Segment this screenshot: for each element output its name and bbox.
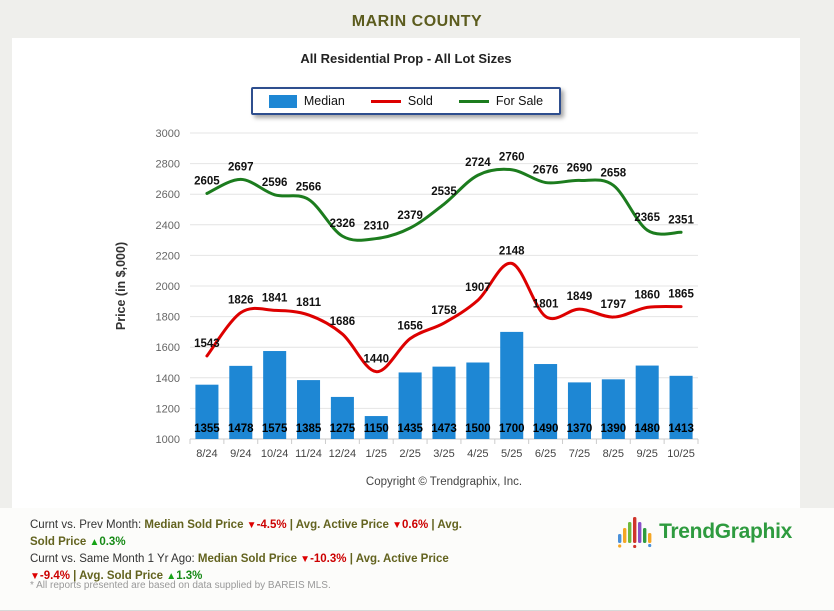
- bar-value-label: 1370: [566, 423, 593, 435]
- bar-value-label: 1390: [600, 423, 627, 435]
- line-value-label: 2697: [228, 161, 254, 174]
- stats-metric-label: Avg. Sold Price: [79, 570, 167, 582]
- line-value-label: 2724: [465, 157, 491, 170]
- x-tick-label: 10/24: [260, 448, 289, 460]
- down-arrow-icon: ▼: [300, 554, 311, 565]
- line-value-label: 2351: [668, 214, 694, 227]
- stats-metric-label: |: [69, 570, 80, 582]
- x-tick-label: 9/25: [636, 448, 658, 460]
- y-tick-label: 3000: [155, 128, 180, 140]
- down-arrow-icon: ▼: [392, 520, 403, 531]
- stats-metric-label: Median Sold Price: [144, 519, 247, 531]
- trendgraphix-logo-icon: [616, 516, 654, 548]
- bar-value-label: 1150: [363, 423, 389, 435]
- line-value-label: 1801: [532, 298, 559, 311]
- line-value-label: 2676: [532, 164, 559, 177]
- y-tick-label: 1400: [155, 372, 180, 385]
- x-tick-label: 10/25: [667, 448, 695, 460]
- bar-value-label: 1490: [532, 423, 559, 435]
- x-tick-label: 7/25: [568, 448, 591, 460]
- stats-up-value: ▲0.3%: [89, 536, 126, 548]
- stats-down-value: ▼-9.4%: [30, 570, 70, 582]
- stats-metric-label: |: [286, 519, 296, 531]
- line-value-label: 1841: [261, 292, 288, 305]
- line-value-label: 2326: [329, 218, 356, 231]
- x-tick-label: 4/25: [467, 448, 489, 460]
- line-value-label: 1849: [566, 291, 593, 304]
- line-value-label: 1865: [668, 288, 694, 301]
- line-value-label: 1686: [329, 316, 356, 329]
- y-tick-label: 1200: [155, 403, 180, 416]
- y-tick-label: 1800: [155, 311, 180, 324]
- legend-bar-swatch: [269, 95, 297, 108]
- line-value-label: 1826: [228, 294, 254, 307]
- x-tick-label: 11/24: [295, 448, 322, 460]
- trendgraphix-logo: [616, 516, 792, 548]
- legend-label: For Sale: [495, 94, 544, 108]
- logo-bar: [618, 534, 621, 543]
- line-value-label: 2566: [295, 181, 322, 194]
- logo-bar: [643, 528, 646, 543]
- logo-dot: [633, 545, 636, 548]
- logo-bar: [623, 528, 626, 543]
- bar-value-label: 1700: [498, 423, 525, 435]
- up-arrow-icon: ▲: [89, 537, 100, 548]
- bar-value-label: 1385: [295, 423, 322, 435]
- legend-item-sold: [371, 94, 433, 108]
- bar-value-label: 1435: [397, 423, 423, 435]
- stats-metric-label: Avg. Sold Price: [30, 519, 462, 548]
- x-tick-label: 3/25: [433, 448, 455, 460]
- legend-line-swatch: [459, 100, 489, 103]
- line-value-label: 2148: [498, 245, 525, 258]
- logo-bar: [633, 517, 636, 543]
- line-value-label: 2535: [431, 186, 457, 199]
- bar-value-label: 1575: [261, 423, 288, 435]
- x-tick-label: 2/25: [399, 448, 421, 460]
- y-tick-label: 2200: [155, 250, 180, 263]
- line-value-label: 2760: [498, 151, 525, 164]
- trendgraphix-logo-text: TrendGraphix: [659, 520, 792, 543]
- stats-up-value: ▲1.3%: [166, 570, 203, 582]
- line-value-label: 2605: [194, 175, 220, 188]
- line-value-label: 1907: [465, 282, 491, 295]
- line-value-label: 2596: [261, 176, 288, 189]
- chart-subtitle: All Residential Prop - All Lot Sizes: [300, 51, 512, 66]
- line-value-label: 2379: [397, 210, 423, 223]
- line-value-label: 1543: [194, 337, 220, 350]
- bar-value-label: 1480: [634, 423, 660, 435]
- down-arrow-icon: ▼: [30, 571, 40, 582]
- y-tick-label: 2400: [155, 219, 180, 232]
- stats-down-value: ▼-10.3%: [300, 553, 347, 565]
- copyright-text: Copyright © Trendgraphix, Inc.: [365, 476, 523, 488]
- x-tick-label: 8/25: [602, 448, 625, 460]
- data-source-footnote: * All reports presented are based on data supplied by BAREIS MLS.: [30, 580, 331, 591]
- y-tick-label: 1600: [155, 342, 180, 355]
- stats-metric-label: |: [428, 519, 438, 531]
- stats-down-value: ▼-4.5%: [246, 519, 287, 531]
- bar-value-label: 1355: [194, 423, 220, 435]
- stats-plain-text: Curnt vs. Prev Month:: [30, 519, 145, 531]
- stats-down-value: ▼0.6%: [392, 519, 429, 531]
- bar-value-label: 1478: [228, 423, 254, 435]
- legend-item-for-sale: [459, 94, 543, 108]
- x-tick-label: 12/24: [328, 448, 357, 460]
- stats-plain-text: Curnt vs. Same Month 1 Yr Ago:: [30, 553, 198, 565]
- price-chart: [12, 121, 800, 506]
- y-axis-title: Price (in $,000): [114, 241, 128, 331]
- line-value-label: 1811: [296, 296, 322, 309]
- line-value-label: 1758: [431, 305, 457, 318]
- up-arrow-icon: ▲: [166, 571, 177, 582]
- bar-value-label: 1413: [668, 423, 694, 435]
- bar-value-label: 1275: [329, 423, 356, 435]
- down-arrow-icon: ▼: [246, 520, 257, 531]
- summary-section: [0, 508, 834, 611]
- x-tick-label: 8/24: [196, 448, 218, 460]
- y-tick-label: 2000: [155, 281, 180, 293]
- line-value-label: 2658: [600, 167, 627, 180]
- x-tick-label: 5/25: [501, 448, 523, 460]
- logo-bar: [638, 522, 641, 543]
- y-tick-label: 2800: [155, 158, 180, 171]
- legend-label: Median: [303, 94, 345, 108]
- bar-value-label: 1473: [431, 423, 457, 435]
- y-tick-label: 1000: [155, 434, 180, 446]
- line-value-label: 1656: [397, 320, 423, 333]
- x-tick-label: 1/25: [365, 448, 387, 460]
- comparison-stats: [30, 517, 482, 585]
- page-title: MARIN COUNTY: [351, 13, 483, 30]
- stats-line: [30, 517, 482, 551]
- logo-dot: [648, 544, 651, 547]
- logo-bar: [628, 522, 631, 543]
- stats-metric-label: Median Sold Price: [197, 553, 301, 565]
- stats-metric-label: Avg. Active Price: [295, 519, 393, 531]
- line-value-label: 1797: [600, 299, 627, 312]
- report-card: [12, 38, 800, 508]
- line-value-label: 1440: [363, 353, 390, 366]
- line-value-label: 2690: [566, 162, 593, 175]
- legend-line-swatch: [371, 100, 401, 103]
- y-tick-label: 2600: [155, 189, 180, 202]
- logo-dot: [618, 544, 621, 547]
- x-tick-label: 9/24: [230, 448, 252, 460]
- stats-metric-label: Avg. Active Price: [355, 553, 449, 565]
- line-value-label: 1860: [634, 289, 660, 302]
- line-value-label: 2365: [634, 212, 660, 225]
- stats-metric-label: |: [346, 553, 356, 565]
- bar-value-label: 1500: [465, 423, 491, 435]
- logo-bar: [648, 533, 651, 543]
- line-value-label: 2310: [363, 220, 390, 233]
- legend-label: Sold: [407, 94, 433, 108]
- legend-item-median: [269, 94, 345, 108]
- chart-legend: [251, 87, 561, 115]
- x-tick-label: 6/25: [534, 448, 557, 460]
